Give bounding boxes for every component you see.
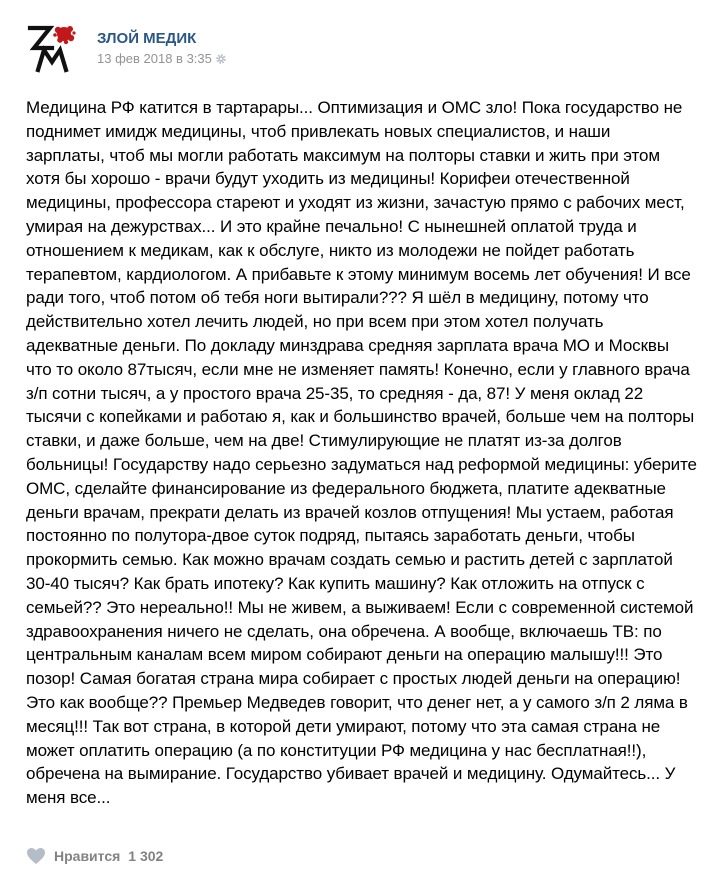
post-text-line: 30-40 тысяч? Как брать ипотеку? Как купить машину? Как отложить на отпуск с: [26, 573, 645, 593]
post-text-line: меня все...: [26, 788, 111, 808]
post-text-line: месяц!!! Так вот страна, в которой дети умирают, потому что эта самая страна не: [26, 716, 661, 736]
like-button[interactable]: [26, 844, 163, 868]
post-text-line: ставки, и даже больше, чем на две! Стимулирующие не платят из-за долгов: [26, 431, 622, 451]
post-text-line: больницы! Государству надо серьезно задуматься над реформой медицины: уберите: [26, 454, 697, 474]
post-text-line: поднимет имидж медицины, чтоб привлекать новых специалистов, и наши: [26, 121, 611, 141]
post-text-line: прокормить семью. Как можно врачам создать семью и растить детей с зарплатой: [26, 550, 673, 570]
post-text-line: адекватные деньги. По докладу минздрава средняя зарплата врача МО и Москвы: [26, 335, 669, 355]
post-text-line: ради того, чтоб потом об тебя ноги вытирали??? Я шёл в медицину, потому что: [26, 288, 649, 308]
heart-icon: [26, 847, 46, 865]
post-date-link[interactable]: 13 фев 2018 в 3:35: [97, 51, 212, 66]
post-text-line: здравоохранения ничего не сделать, она обречена. А вообще, включаешь ТВ: по: [26, 621, 662, 641]
avatar[interactable]: [26, 20, 80, 74]
post-text-line: Это как вообще?? Премьер Медведев говорит, что денег нет, а у самого з/п 2 ляма в: [26, 692, 688, 712]
post-text-line: постоянно по полутора-двое суток подряд, пытаясь заработать деньги, чтобы: [26, 526, 635, 546]
post-text-line: может оплатить операцию (а по конституции РФ медицина у нас бесплатная!!),: [26, 740, 647, 760]
post-text-line: что то около 87тысяч, если мне не изменяет память! Конечно, если у главного врача: [26, 359, 690, 379]
post-meta: [97, 51, 227, 66]
post-text-line: Медицина РФ катится в тартарары... Оптимизация и ОМС зло! Пока государство не: [26, 98, 683, 117]
post-text-line: семьей?? Это нереально!! Мы не живем, а выживаем! Если с современной системой: [26, 597, 694, 617]
post-text-line: действительно хотел лечить людей, но при всем при этом хотел получать: [26, 312, 604, 332]
post-text-line: терапевтом, кардиологом. А прибавьте к этому минимум восемь лет обучения! И все: [26, 264, 691, 284]
post-header: [26, 20, 686, 80]
post-text: [26, 96, 706, 810]
post-text-line: медицины, профессора стареют и уходят из жизни, зачастую прямо с рабочих мест,: [26, 193, 685, 213]
post-text-line: умирая на дежурствах... И это крайне печально! С нынешней оплатой труда и: [26, 216, 637, 236]
post-text-line: ОМС, сделайте финансирование из федерального бюджета, платите адекватные: [26, 478, 666, 498]
post-text-line: центральным каналам всем миром собирают деньги на операцию малышу!!! Это: [26, 645, 663, 665]
post-text-line: позор! Самая богатая страна мира собирает с простых людей деньги на операцию!: [26, 669, 681, 689]
post-text-line: деньги врачам, прекрати делать из врачей козлов отпущения! Мы устаем, работая: [26, 502, 674, 522]
gear-icon[interactable]: [215, 53, 227, 65]
like-label: Нравится: [54, 848, 121, 864]
author-name-link[interactable]: ЗЛОЙ МЕДИК: [97, 30, 197, 47]
post-text-line: обречена на вымирание. Государство убивает врачей и медицину. Одумайтесь... У: [26, 764, 676, 784]
like-count: 1 302: [128, 848, 164, 864]
post-text-line: тысячи с копейками и работаю я, как и большинство врачей, больше чем на полторы: [26, 407, 695, 427]
post-text-line: з/п сотни тысяч, а у простого врача 25-35, то средняя - да, 87! У меня оклад 22: [26, 383, 644, 403]
post-text-line: зарплаты, чтоб мы могли работать максимум на полторы ставки и жить при этом: [26, 145, 660, 165]
post-text-line: отношением к медикам, как к обслуге, никто из молодежи не пойдет работать: [26, 240, 635, 260]
post-text-line: хотя бы хорошо - врачи будут уходить из медицины! Корифеи отечественной: [26, 169, 630, 189]
